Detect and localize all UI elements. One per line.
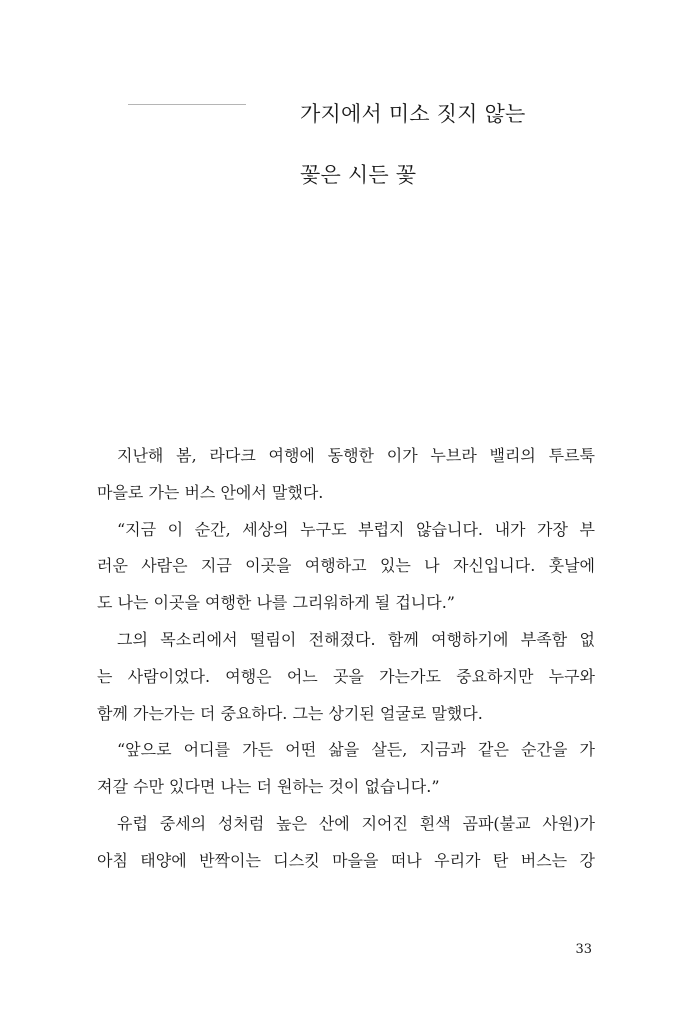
page-number: 33	[575, 942, 592, 957]
body-line: 지난해 봄, 라다크 여행에 동행한 이가 누브라 밸리의 투르툭	[117, 446, 595, 465]
chapter-title-line-2: 꽃은 시든 꽃	[300, 163, 417, 187]
body-line: 도 나는 이곳을 여행한 나를 그리워하게 될 겁니다.”	[97, 593, 455, 613]
title-rule	[128, 104, 246, 105]
body-line: 러운 사람은 지금 이곳을 여행하고 있는 나 자신입니다. 훗날에	[97, 556, 595, 576]
body-line: 져갈 수만 있다면 나는 더 원하는 것이 없습니다.”	[97, 777, 440, 797]
chapter-title-line-1: 가지에서 미소 짓지 않는	[300, 102, 526, 126]
body-line: 함께 가는가는 더 중요하다. 그는 상기된 얼굴로 말했다.	[97, 703, 483, 723]
body-line: “앞으로 어디를 가든 어떤 삶을 살든, 지금과 같은 순간을 가	[117, 740, 595, 760]
body-text	[97, 438, 595, 880]
body-line: 유럽 중세의 성처럼 높은 산에 지어진 흰색 곰파(불교 사원)가	[117, 813, 595, 833]
body-line: 마을로 가는 버스 안에서 말했다.	[97, 482, 324, 502]
body-line: 그의 목소리에서 떨림이 전해졌다. 함께 여행하기에 부족함 없	[117, 629, 595, 649]
body-line: 아침 태양에 반짝이는 디스킷 마을을 떠나 우리가 탄 버스는 강	[97, 850, 595, 870]
body-line: 는 사람이었다. 여행은 어느 곳을 가는가도 중요하지만 누구와	[97, 666, 595, 686]
body-line: “지금 이 순간, 세상의 누구도 부럽지 않습니다. 내가 가장 부	[117, 519, 595, 539]
